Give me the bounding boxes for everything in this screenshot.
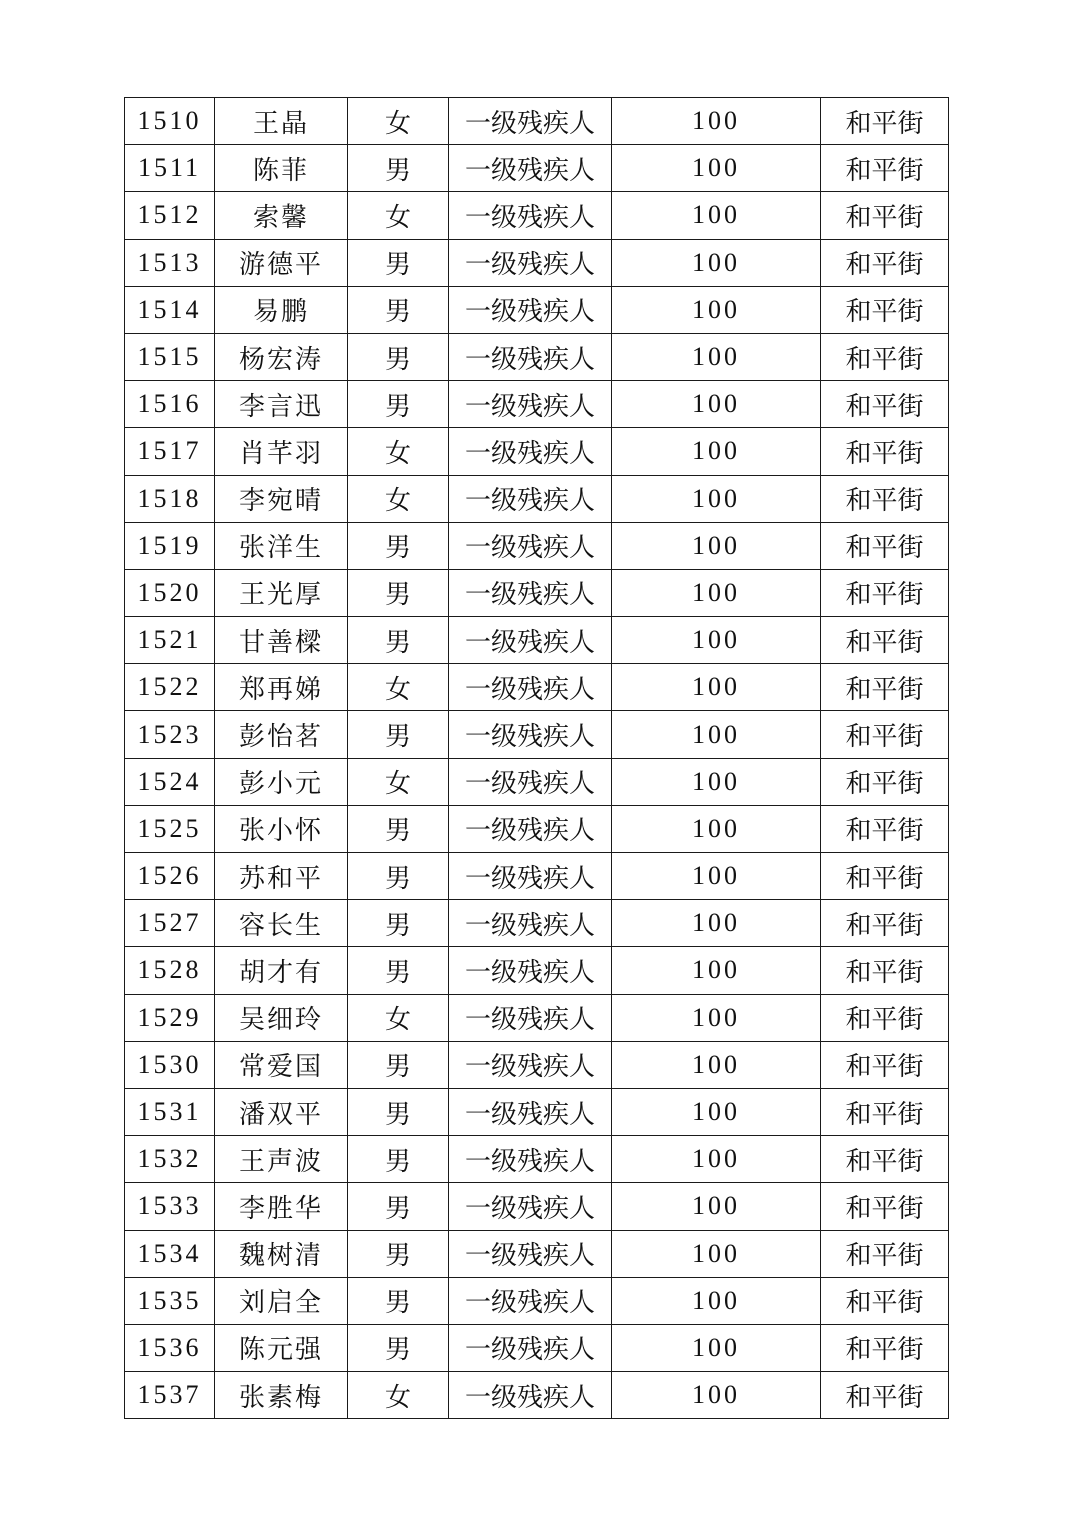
gender-cell: 男 xyxy=(348,947,449,994)
table-row xyxy=(125,569,949,616)
serial-number-cell: 1529 xyxy=(125,994,215,1041)
gender-cell: 男 xyxy=(348,145,449,192)
gender-cell: 男 xyxy=(348,569,449,616)
street-cell: 和平街 xyxy=(821,98,949,145)
person-name-cell: 甘善樑 xyxy=(215,617,348,664)
street-cell: 和平街 xyxy=(821,664,949,711)
table-row xyxy=(125,145,949,192)
table-row xyxy=(125,1088,949,1135)
table-row xyxy=(125,428,949,475)
table-row xyxy=(125,192,949,239)
street-cell: 和平街 xyxy=(821,1372,949,1419)
disability-category-cell: 一级残疾人 xyxy=(449,381,612,428)
disability-category-cell: 一级残疾人 xyxy=(449,428,612,475)
person-name-cell: 王光厚 xyxy=(215,569,348,616)
gender-cell: 男 xyxy=(348,900,449,947)
serial-number-cell: 1516 xyxy=(125,381,215,428)
table-row xyxy=(125,1372,949,1419)
table-row xyxy=(125,333,949,380)
table-row xyxy=(125,664,949,711)
person-name-cell: 李言迅 xyxy=(215,381,348,428)
gender-cell: 男 xyxy=(348,522,449,569)
disability-category-cell: 一级残疾人 xyxy=(449,1041,612,1088)
table-row xyxy=(125,805,949,852)
serial-number-cell: 1510 xyxy=(125,98,215,145)
gender-cell: 男 xyxy=(348,1230,449,1277)
amount-cell: 100 xyxy=(612,900,821,947)
street-cell: 和平街 xyxy=(821,522,949,569)
serial-number-cell: 1518 xyxy=(125,475,215,522)
serial-number-cell: 1527 xyxy=(125,900,215,947)
table-row xyxy=(125,475,949,522)
amount-cell: 100 xyxy=(612,98,821,145)
person-name-cell: 彭怡茗 xyxy=(215,711,348,758)
disability-category-cell: 一级残疾人 xyxy=(449,1372,612,1419)
gender-cell: 男 xyxy=(348,1088,449,1135)
amount-cell: 100 xyxy=(612,333,821,380)
amount-cell: 100 xyxy=(612,1324,821,1371)
gender-cell: 男 xyxy=(348,1277,449,1324)
amount-cell: 100 xyxy=(612,1088,821,1135)
table-row xyxy=(125,617,949,664)
serial-number-cell: 1536 xyxy=(125,1324,215,1371)
disability-category-cell: 一级残疾人 xyxy=(449,947,612,994)
table-row xyxy=(125,1041,949,1088)
table-row xyxy=(125,758,949,805)
serial-number-cell: 1522 xyxy=(125,664,215,711)
serial-number-cell: 1532 xyxy=(125,1136,215,1183)
person-name-cell: 胡才有 xyxy=(215,947,348,994)
disability-category-cell: 一级残疾人 xyxy=(449,805,612,852)
serial-number-cell: 1533 xyxy=(125,1183,215,1230)
table-row xyxy=(125,522,949,569)
amount-cell: 100 xyxy=(612,1136,821,1183)
person-name-cell: 容长生 xyxy=(215,900,348,947)
disability-category-cell: 一级残疾人 xyxy=(449,1088,612,1135)
person-name-cell: 陈菲 xyxy=(215,145,348,192)
disability-category-cell: 一级残疾人 xyxy=(449,286,612,333)
amount-cell: 100 xyxy=(612,758,821,805)
disability-category-cell: 一级残疾人 xyxy=(449,853,612,900)
amount-cell: 100 xyxy=(612,239,821,286)
street-cell: 和平街 xyxy=(821,1088,949,1135)
amount-cell: 100 xyxy=(612,1041,821,1088)
street-cell: 和平街 xyxy=(821,286,949,333)
gender-cell: 女 xyxy=(348,428,449,475)
gender-cell: 女 xyxy=(348,758,449,805)
gender-cell: 女 xyxy=(348,994,449,1041)
gender-cell: 女 xyxy=(348,475,449,522)
street-cell: 和平街 xyxy=(821,475,949,522)
street-cell: 和平街 xyxy=(821,381,949,428)
gender-cell: 男 xyxy=(348,239,449,286)
amount-cell: 100 xyxy=(612,994,821,1041)
serial-number-cell: 1515 xyxy=(125,333,215,380)
serial-number-cell: 1534 xyxy=(125,1230,215,1277)
gender-cell: 女 xyxy=(348,98,449,145)
street-cell: 和平街 xyxy=(821,428,949,475)
disability-category-cell: 一级残疾人 xyxy=(449,1136,612,1183)
person-name-cell: 张小怀 xyxy=(215,805,348,852)
gender-cell: 男 xyxy=(348,853,449,900)
amount-cell: 100 xyxy=(612,617,821,664)
person-name-cell: 苏和平 xyxy=(215,853,348,900)
disability-category-cell: 一级残疾人 xyxy=(449,1183,612,1230)
amount-cell: 100 xyxy=(612,664,821,711)
table-row xyxy=(125,947,949,994)
street-cell: 和平街 xyxy=(821,1183,949,1230)
amount-cell: 100 xyxy=(612,286,821,333)
serial-number-cell: 1517 xyxy=(125,428,215,475)
serial-number-cell: 1537 xyxy=(125,1372,215,1419)
serial-number-cell: 1530 xyxy=(125,1041,215,1088)
person-name-cell: 魏树清 xyxy=(215,1230,348,1277)
amount-cell: 100 xyxy=(612,475,821,522)
street-cell: 和平街 xyxy=(821,1324,949,1371)
street-cell: 和平街 xyxy=(821,569,949,616)
serial-number-cell: 1526 xyxy=(125,853,215,900)
serial-number-cell: 1535 xyxy=(125,1277,215,1324)
amount-cell: 100 xyxy=(612,428,821,475)
person-name-cell: 肖芊羽 xyxy=(215,428,348,475)
table-row xyxy=(125,1230,949,1277)
disability-category-cell: 一级残疾人 xyxy=(449,569,612,616)
disability-category-cell: 一级残疾人 xyxy=(449,617,612,664)
person-name-cell: 张素梅 xyxy=(215,1372,348,1419)
serial-number-cell: 1523 xyxy=(125,711,215,758)
serial-number-cell: 1525 xyxy=(125,805,215,852)
table-row xyxy=(125,1324,949,1371)
disability-category-cell: 一级残疾人 xyxy=(449,239,612,286)
street-cell: 和平街 xyxy=(821,853,949,900)
person-name-cell: 游德平 xyxy=(215,239,348,286)
serial-number-cell: 1514 xyxy=(125,286,215,333)
table-row xyxy=(125,711,949,758)
table-row xyxy=(125,381,949,428)
person-name-cell: 陈元强 xyxy=(215,1324,348,1371)
street-cell: 和平街 xyxy=(821,805,949,852)
gender-cell: 男 xyxy=(348,617,449,664)
amount-cell: 100 xyxy=(612,947,821,994)
person-name-cell: 杨宏涛 xyxy=(215,333,348,380)
amount-cell: 100 xyxy=(612,1230,821,1277)
amount-cell: 100 xyxy=(612,711,821,758)
amount-cell: 100 xyxy=(612,522,821,569)
serial-number-cell: 1513 xyxy=(125,239,215,286)
gender-cell: 男 xyxy=(348,1324,449,1371)
amount-cell: 100 xyxy=(612,569,821,616)
table-row xyxy=(125,853,949,900)
street-cell: 和平街 xyxy=(821,994,949,1041)
table-row xyxy=(125,286,949,333)
disability-category-cell: 一级残疾人 xyxy=(449,192,612,239)
disability-category-cell: 一级残疾人 xyxy=(449,333,612,380)
amount-cell: 100 xyxy=(612,1277,821,1324)
serial-number-cell: 1524 xyxy=(125,758,215,805)
serial-number-cell: 1519 xyxy=(125,522,215,569)
person-name-cell: 王晶 xyxy=(215,98,348,145)
street-cell: 和平街 xyxy=(821,239,949,286)
street-cell: 和平街 xyxy=(821,1277,949,1324)
person-name-cell: 潘双平 xyxy=(215,1088,348,1135)
disability-category-cell: 一级残疾人 xyxy=(449,711,612,758)
table-row xyxy=(125,900,949,947)
gender-cell: 男 xyxy=(348,1136,449,1183)
street-cell: 和平街 xyxy=(821,1230,949,1277)
person-name-cell: 索馨 xyxy=(215,192,348,239)
gender-cell: 男 xyxy=(348,333,449,380)
amount-cell: 100 xyxy=(612,1372,821,1419)
street-cell: 和平街 xyxy=(821,617,949,664)
street-cell: 和平街 xyxy=(821,333,949,380)
gender-cell: 男 xyxy=(348,381,449,428)
street-cell: 和平街 xyxy=(821,1136,949,1183)
amount-cell: 100 xyxy=(612,192,821,239)
street-cell: 和平街 xyxy=(821,1041,949,1088)
disability-category-cell: 一级残疾人 xyxy=(449,145,612,192)
person-name-cell: 刘启全 xyxy=(215,1277,348,1324)
disability-category-cell: 一级残疾人 xyxy=(449,664,612,711)
person-name-cell: 常爱国 xyxy=(215,1041,348,1088)
person-name-cell: 王声波 xyxy=(215,1136,348,1183)
gender-cell: 男 xyxy=(348,805,449,852)
amount-cell: 100 xyxy=(612,805,821,852)
disability-category-cell: 一级残疾人 xyxy=(449,1230,612,1277)
amount-cell: 100 xyxy=(612,1183,821,1230)
gender-cell: 男 xyxy=(348,1041,449,1088)
gender-cell: 男 xyxy=(348,711,449,758)
street-cell: 和平街 xyxy=(821,192,949,239)
disability-category-cell: 一级残疾人 xyxy=(449,522,612,569)
table-row xyxy=(125,1136,949,1183)
person-name-cell: 吴细玲 xyxy=(215,994,348,1041)
roster-table-body xyxy=(125,98,949,1419)
gender-cell: 女 xyxy=(348,192,449,239)
table-row xyxy=(125,1183,949,1230)
street-cell: 和平街 xyxy=(821,145,949,192)
table-row xyxy=(125,239,949,286)
disability-category-cell: 一级残疾人 xyxy=(449,475,612,522)
serial-number-cell: 1531 xyxy=(125,1088,215,1135)
person-name-cell: 张洋生 xyxy=(215,522,348,569)
street-cell: 和平街 xyxy=(821,947,949,994)
disability-category-cell: 一级残疾人 xyxy=(449,994,612,1041)
person-name-cell: 彭小元 xyxy=(215,758,348,805)
amount-cell: 100 xyxy=(612,853,821,900)
serial-number-cell: 1511 xyxy=(125,145,215,192)
gender-cell: 男 xyxy=(348,286,449,333)
disability-category-cell: 一级残疾人 xyxy=(449,1324,612,1371)
serial-number-cell: 1520 xyxy=(125,569,215,616)
disability-category-cell: 一级残疾人 xyxy=(449,758,612,805)
gender-cell: 女 xyxy=(348,1372,449,1419)
disability-category-cell: 一级残疾人 xyxy=(449,1277,612,1324)
serial-number-cell: 1512 xyxy=(125,192,215,239)
gender-cell: 男 xyxy=(348,1183,449,1230)
disability-category-cell: 一级残疾人 xyxy=(449,98,612,145)
gender-cell: 女 xyxy=(348,664,449,711)
person-name-cell: 李宛晴 xyxy=(215,475,348,522)
table-row xyxy=(125,1277,949,1324)
table-row xyxy=(125,994,949,1041)
serial-number-cell: 1521 xyxy=(125,617,215,664)
person-name-cell: 郑再娣 xyxy=(215,664,348,711)
disability-category-cell: 一级残疾人 xyxy=(449,900,612,947)
table-row xyxy=(125,98,949,145)
amount-cell: 100 xyxy=(612,381,821,428)
street-cell: 和平街 xyxy=(821,711,949,758)
serial-number-cell: 1528 xyxy=(125,947,215,994)
person-name-cell: 李胜华 xyxy=(215,1183,348,1230)
amount-cell: 100 xyxy=(612,145,821,192)
person-name-cell: 易鹏 xyxy=(215,286,348,333)
roster-table xyxy=(124,97,949,1419)
street-cell: 和平街 xyxy=(821,758,949,805)
street-cell: 和平街 xyxy=(821,900,949,947)
